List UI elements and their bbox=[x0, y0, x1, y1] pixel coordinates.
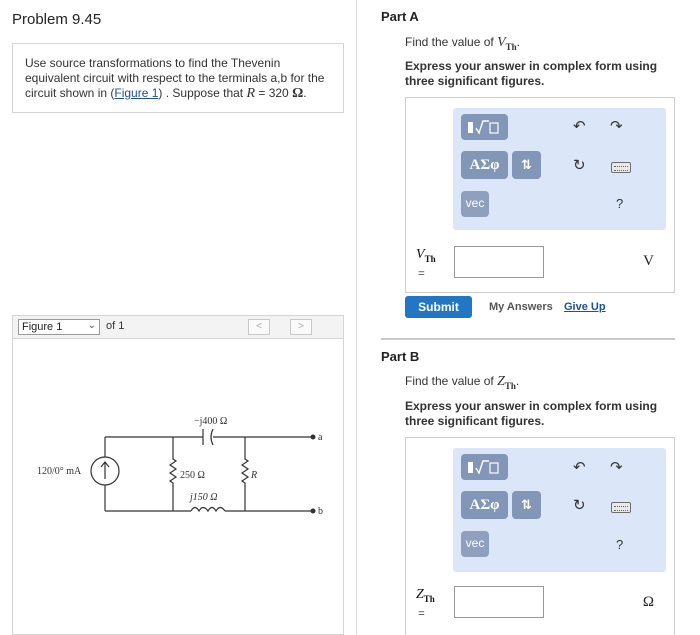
part-b-label-var: Z bbox=[416, 587, 424, 602]
part-b-question-text: Find the value of bbox=[405, 374, 498, 388]
part-b-question-end: . bbox=[515, 374, 520, 388]
part-divider bbox=[381, 338, 675, 340]
resistor2-label: R bbox=[251, 470, 258, 481]
resistor1-label: 250 Ω bbox=[180, 470, 205, 481]
keyboard-icon[interactable] bbox=[611, 502, 631, 513]
chevron-right-icon: > bbox=[298, 321, 304, 332]
terminal-b-label: b bbox=[318, 506, 323, 517]
capacitor-plate-right bbox=[211, 429, 213, 445]
figure-select-value: Figure 1 bbox=[22, 321, 63, 333]
help-icon[interactable]: ? bbox=[616, 196, 624, 211]
part-b-variable-label bbox=[416, 588, 435, 620]
part-b-vec-button[interactable]: vec bbox=[461, 531, 489, 557]
figure-link[interactable]: Figure 1 bbox=[114, 86, 159, 100]
part-a-answer-panel bbox=[405, 97, 675, 293]
part-b-question-var bbox=[497, 374, 516, 389]
part-a-question bbox=[405, 35, 520, 52]
part-b-question bbox=[405, 374, 519, 391]
part-a-var: V bbox=[497, 35, 506, 50]
undo-icon[interactable]: ↶ bbox=[573, 118, 586, 135]
r-variable: R bbox=[246, 86, 256, 101]
current-source-arrow bbox=[101, 462, 109, 479]
templates-icon bbox=[461, 114, 508, 140]
inductor bbox=[191, 508, 225, 512]
part-b-var: Z bbox=[497, 374, 505, 389]
help-icon[interactable]: ? bbox=[616, 537, 624, 552]
part-b-title: Part B bbox=[381, 349, 420, 364]
chevron-down-icon: ⌄ bbox=[87, 320, 96, 331]
redo-icon[interactable]: ↷ bbox=[610, 118, 623, 135]
figure-count: of 1 bbox=[106, 320, 125, 332]
resistor-r bbox=[242, 437, 248, 511]
part-a-answer-input[interactable] bbox=[454, 246, 544, 278]
r-unit: Ω bbox=[292, 86, 304, 101]
terminal-a-label: a bbox=[318, 432, 323, 443]
problem-statement bbox=[12, 43, 344, 113]
part-a-var-sub: Th bbox=[505, 41, 517, 52]
part-b-var-sub: Th bbox=[504, 380, 516, 391]
part-b-instruction: Express your answer in complex form using three significant figures. bbox=[405, 399, 658, 428]
part-b-answer-panel bbox=[405, 437, 675, 635]
problem-text-before: Use source transformations to find the Thevenin equivalent circuit with respect to the terminals a,b for the circuit shown in ( bbox=[25, 56, 325, 100]
terminal-b-dot bbox=[311, 509, 316, 514]
keyboard-icon[interactable] bbox=[611, 162, 631, 173]
part-b-label-sub: Th bbox=[423, 593, 435, 604]
capacitor-label: −j400 Ω bbox=[194, 416, 228, 427]
part-a-template-button[interactable] bbox=[461, 114, 508, 140]
problem-text-middle: ) . Suppose that bbox=[158, 86, 247, 100]
templates-icon bbox=[461, 454, 508, 480]
resistor-250 bbox=[170, 437, 176, 511]
part-a-title: Part A bbox=[381, 9, 419, 24]
source-label: 120/0° mA bbox=[37, 466, 82, 477]
part-a-label-eq: = bbox=[418, 265, 425, 280]
undo-icon[interactable]: ↶ bbox=[573, 459, 586, 476]
problem-title: Problem 9.45 bbox=[12, 11, 102, 28]
inductor-label: j150 Ω bbox=[190, 492, 218, 503]
part-a-instruction: Express your answer in complex form using three significant figures. bbox=[405, 59, 658, 88]
part-a-subscript-button[interactable]: ⇅ bbox=[512, 151, 541, 179]
figure-next-button[interactable] bbox=[290, 319, 312, 335]
part-a-label-var: V bbox=[416, 247, 425, 262]
redo-icon[interactable]: ↷ bbox=[610, 459, 623, 476]
figure-select[interactable] bbox=[18, 319, 100, 335]
reset-icon[interactable]: ↻ bbox=[573, 157, 586, 174]
part-b-subscript-button[interactable]: ⇅ bbox=[512, 491, 541, 519]
my-answers-link[interactable]: My Answers bbox=[489, 301, 553, 313]
submit-button[interactable]: Submit bbox=[405, 296, 472, 318]
figure-toolbar bbox=[12, 315, 344, 339]
part-a-unit: V bbox=[643, 253, 654, 269]
reset-icon[interactable]: ↻ bbox=[573, 497, 586, 514]
part-b-greek-button[interactable]: ΑΣφ bbox=[461, 491, 508, 519]
part-b-label-eq: = bbox=[418, 605, 425, 620]
part-a-question-text: Find the value of bbox=[405, 35, 498, 49]
part-b-math-toolbar bbox=[453, 448, 666, 572]
part-b-answer-input[interactable] bbox=[454, 586, 544, 618]
r-value: = 320 bbox=[255, 86, 293, 100]
part-a-greek-button[interactable]: ΑΣφ bbox=[461, 151, 508, 179]
terminal-a-dot bbox=[311, 435, 316, 440]
figure-area bbox=[12, 339, 344, 635]
part-a-variable-label bbox=[416, 248, 436, 280]
part-a-question-end: . bbox=[516, 35, 520, 49]
part-a-question-var bbox=[497, 35, 517, 50]
part-a-math-toolbar bbox=[453, 108, 666, 230]
part-b-template-button[interactable] bbox=[461, 454, 508, 480]
figure-prev-button[interactable] bbox=[248, 319, 270, 335]
answer-pane bbox=[357, 0, 700, 635]
give-up-link[interactable]: Give Up bbox=[564, 301, 606, 313]
part-b-unit: Ω bbox=[642, 594, 654, 610]
chevron-left-icon: < bbox=[256, 321, 262, 332]
part-a-label-sub: Th bbox=[424, 253, 436, 264]
circuit-diagram bbox=[13, 339, 343, 634]
part-a-vec-button[interactable]: vec bbox=[461, 191, 489, 217]
problem-text-end: . bbox=[303, 86, 307, 100]
